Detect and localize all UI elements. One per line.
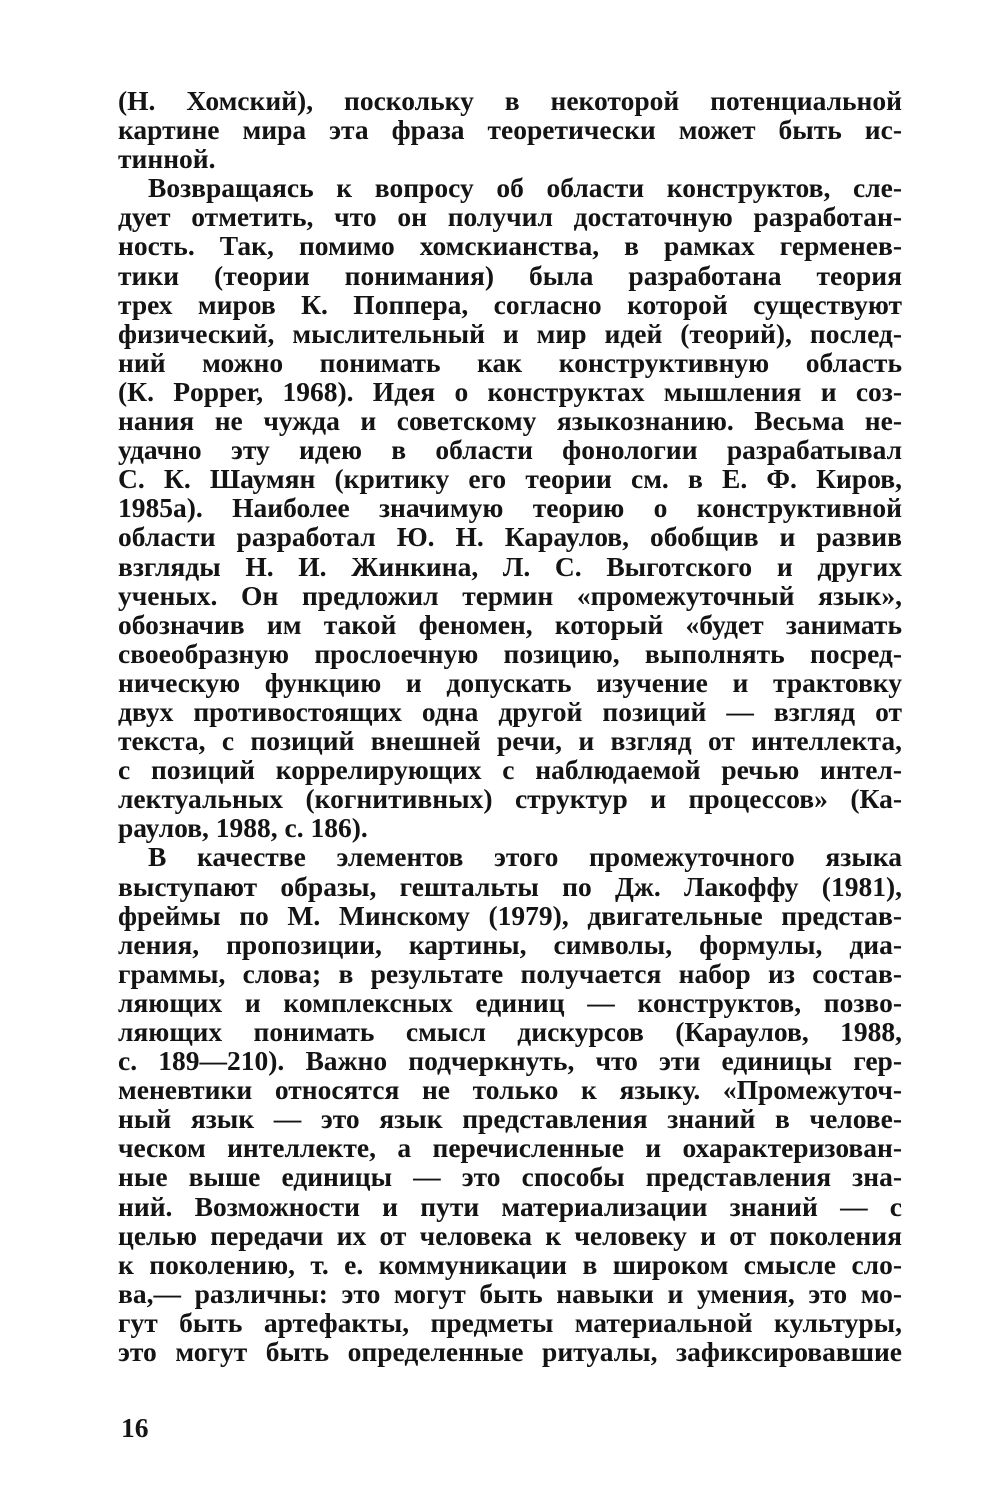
text-line: трех миров К. Поппера, согласно которой существуют — [118, 288, 902, 320]
text-line: ляющих понимать смысл дискурсов (Караулов, 1988, — [118, 1016, 902, 1047]
text-line: картине мира эта фраза теоретически может быть ис- — [118, 114, 902, 146]
text-line: (Н. Хомский), поскольку в некоторой потенциальной — [118, 85, 902, 116]
text-line: ный язык — это язык представления знаний в челове- — [118, 1103, 902, 1135]
text-line: фреймы по М. Минскому (1979), двигательные представ- — [118, 899, 902, 931]
text-line: целью передачи их от человека к человеку и от поколения — [118, 1219, 902, 1251]
text-line: двух противостоящих одна другой позиций — взгляд от — [118, 695, 902, 727]
text-line: ляющих и комплексных единиц — конструктов, позво- — [118, 986, 902, 1018]
text-line: нания не чужда и советскому языкознанию. Весьма не- — [118, 405, 902, 437]
text-line: своеобразную прослоечную позицию, выполнять посред- — [118, 637, 902, 669]
text-line: области разработал Ю. Н. Караулов, обобщив и развив — [118, 521, 902, 553]
text-line: взгляды Н. И. Жинкина, Л. С. Выготского и других — [118, 550, 902, 582]
text-line: ные выше единицы — это способы представления зна- — [118, 1161, 902, 1193]
text-line: тинной. — [118, 143, 216, 175]
text-line: физический, мыслительный и мир идей (теорий), послед- — [118, 317, 902, 349]
text-line: с позиций коррелирующих с наблюдаемой речью интел- — [118, 754, 902, 786]
text-line: дует отметить, что он получил достаточную разработан- — [118, 201, 902, 233]
text-line: С. К. Шаумян (критику его теории см. в Е. Ф. Киров, — [118, 463, 902, 495]
text-line: меневтики относятся не только к языку. «Промежуточ- — [118, 1074, 902, 1106]
text-line: ническую функцию и допускать изучение и трактовку — [118, 666, 902, 698]
text-line: ления, пропозиции, картины, символы, формулы, диа- — [118, 928, 902, 960]
text-line: ний можно понимать как конструктивную область — [118, 346, 902, 378]
page-number: 16 — [121, 1412, 149, 1443]
text-line: удачно эту идею в области фонологии разрабатывал — [118, 434, 902, 466]
text-line: с. 189—210). Важно подчеркнуть, что эти единицы гер- — [118, 1045, 902, 1077]
text-line: ученых. Он предложил термин «промежуточный язык», — [118, 579, 902, 611]
text-line: граммы, слова; в результате получается набор из состав- — [118, 957, 902, 989]
paragraph-first-line: Возвращаясь к вопросу об области конструктов, сле- — [148, 172, 902, 204]
text-line: раулов, 1988, с. 186). — [118, 812, 368, 844]
paragraph-first-line: В качестве элементов этого промежуточного языка — [148, 841, 902, 873]
text-line: это могут быть определенные ритуалы, зафиксировавшие — [118, 1336, 902, 1368]
text-line: тики (теории понимания) была разработана теория — [118, 259, 902, 291]
text-line: 1985а). Наиболее значимую теорию о конструктивной — [118, 492, 902, 524]
text-line: ний. Возможности и пути материализации знаний — с — [118, 1190, 902, 1222]
text-line: (К. Popper, 1968). Идея о конструктах мышления и соз- — [118, 375, 902, 407]
text-line: текста, с позиций внешней речи, и взгляд от интеллекта, — [118, 725, 902, 757]
page-body — [118, 86, 902, 1366]
text-line: выступают образы, гештальты по Дж. Лакоффу (1981), — [118, 870, 902, 902]
text-line: ва,— различны: это могут быть навыки и умения, это мо- — [118, 1277, 902, 1309]
text-line: к поколению, т. е. коммуникации в широком смысле сло- — [118, 1248, 902, 1280]
text-line: ческом интеллекте, а перечисленные и охарактеризован- — [118, 1132, 902, 1164]
text-line: лектуальных (когнитивных) структур и процессов» (Ка- — [118, 783, 902, 815]
text-line: обозначив им такой феномен, который «будет занимать — [118, 608, 902, 640]
text-line: гут быть артефакты, предметы материальной культуры, — [118, 1306, 902, 1338]
text-line: ность. Так, помимо хомскианства, в рамках герменев- — [118, 230, 902, 262]
